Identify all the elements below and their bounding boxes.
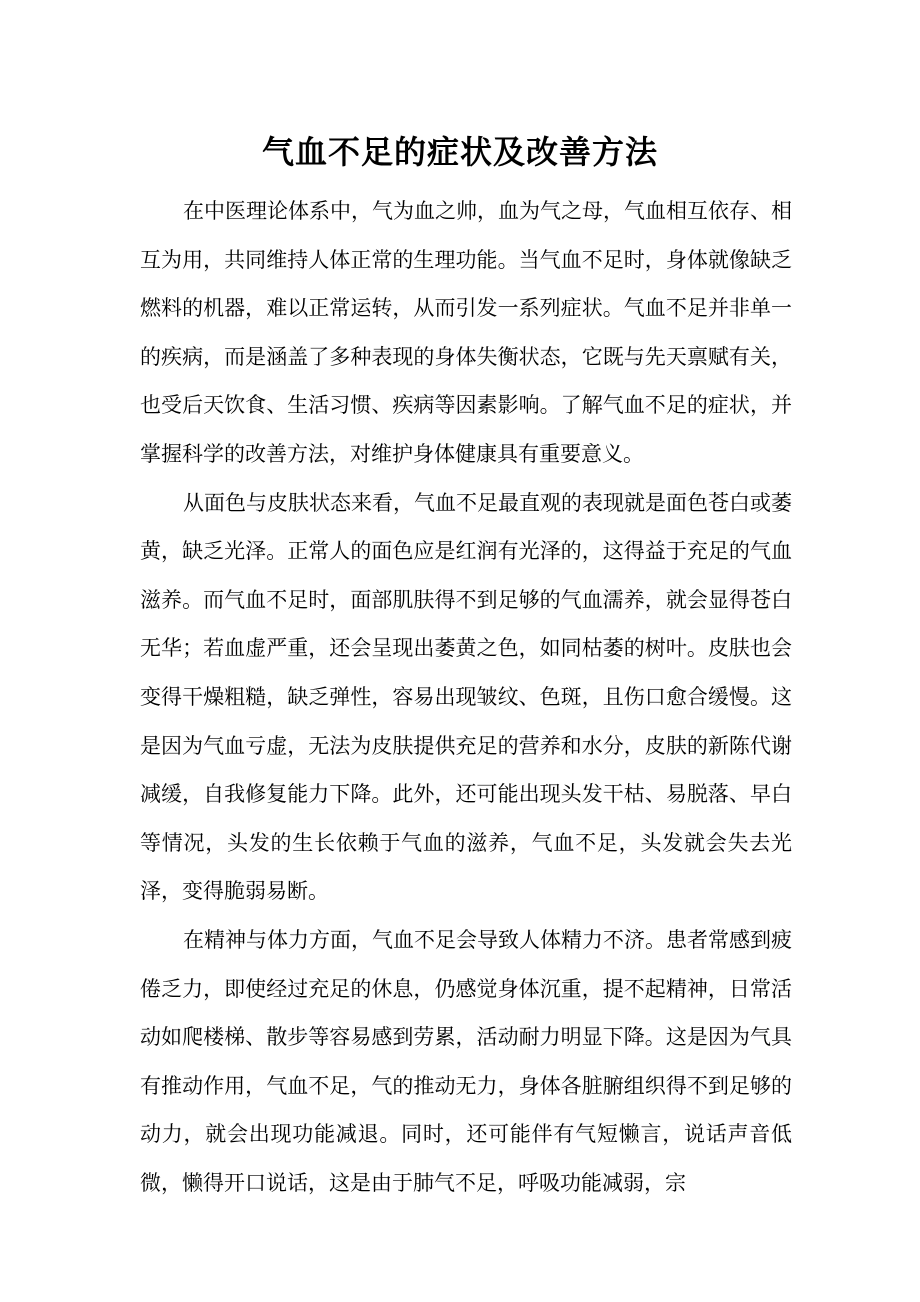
- paragraph-energy-stamina: 在精神与体力方面，气血不足会导致人体精力不济。患者常感到疲倦乏力，即使经过充足的休息，仍感觉身体沉重，提不起精神，日常活动如爬楼梯、散步等容易感到劳累，活动耐力明显下降。这是因为气具有推动作用，气血不足，气的推动无力，身体各脏腑组织得不到足够的动力，就会出现功能减退。同时，还可能伴有气短懒言，说话声音低微，懒得开口说话，这是由于肺气不足，呼吸功能减弱，宗: [140, 927, 792, 1195]
- paragraph-complexion-skin: 从面色与皮肤状态来看，气血不足最直观的表现就是面色苍白或萎黄，缺乏光泽。正常人的面色应是红润有光泽的，这得益于充足的气血滋养。而气血不足时，面部肌肤得不到足够的气血濡养，就会显得苍白无华；若血虚严重，还会呈现出萎黄之色，如同枯萎的树叶。皮肤也会变得干燥粗糙，缺乏弹性，容易出现皱纹、色斑，且伤口愈合缓慢。这是因为气血亏虚，无法为皮肤提供充足的营养和水分，皮肤的新陈代谢减缓，自我修复能力下降。此外，还可能出现头发干枯、易脱落、早白等情况，头发的生长依赖于气血的滋养，气血不足，头发就会失去光泽，变得脆弱易断。: [140, 490, 792, 904]
- paragraph-intro: 在中医理论体系中，气为血之帅，血为气之母，气血相互依存、相互为用，共同维持人体正常的生理功能。当气血不足时，身体就像缺乏燃料的机器，难以正常运转，从而引发一系列症状。气血不足并非单一的疾病，而是涵盖了多种表现的身体失衡状态，它既与先天禀赋有关，也受后天饮食、生活习惯、疾病等因素影响。了解气血不足的症状，并掌握科学的改善方法，对维护身体健康具有重要意义。: [140, 199, 792, 466]
- document-title: 气血不足的症状及改善方法: [261, 133, 658, 171]
- document-body: [140, 187, 792, 1207]
